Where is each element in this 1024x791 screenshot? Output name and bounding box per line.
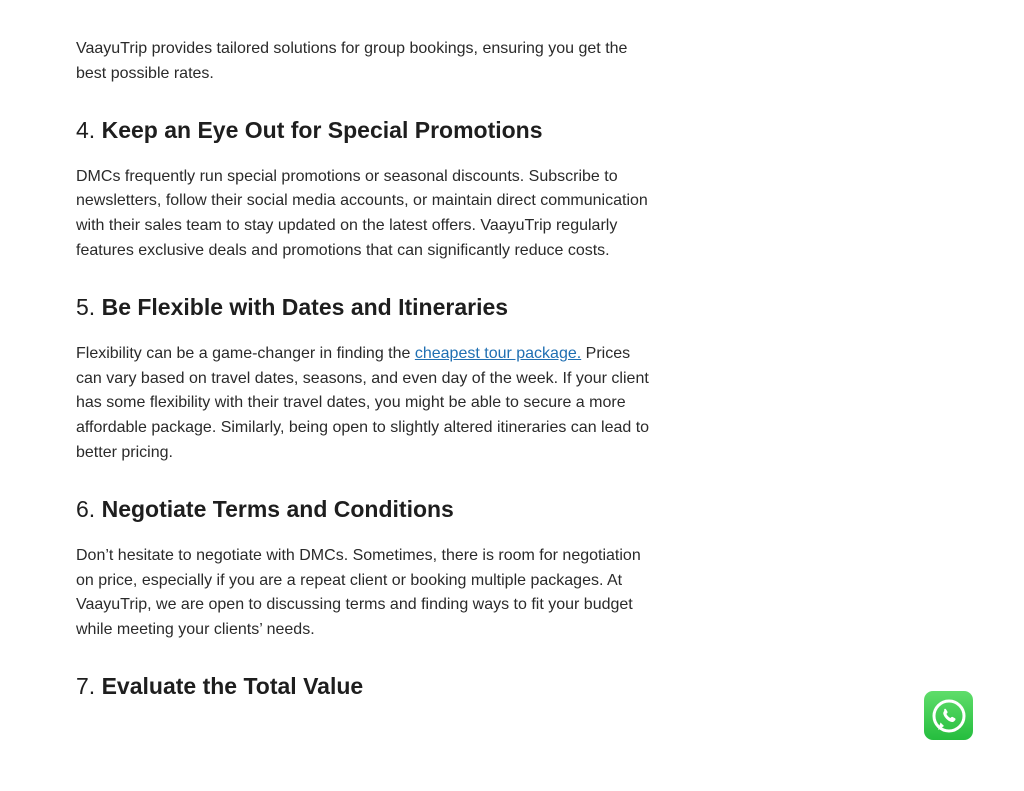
section-title: Keep an Eye Out for Special Promotions — [101, 116, 543, 143]
whatsapp-chat-button[interactable] — [924, 691, 973, 740]
intro-paragraph: VaayuTrip provides tailored solutions for group bookings, ensuring you get the best possible rates. — [76, 40, 628, 82]
section-heading-6 — [76, 494, 651, 524]
section-body-5 — [76, 342, 651, 466]
section-body-6: Don’t hesitate to negotiate with DMCs. Sometimes, there is room for negotiation on price, especially if you are a repeat client or booking multiple packages. At VaayuTrip, we are open to discussing terms and finding ways to fit your budget while meeting your clients’ needs. — [76, 546, 641, 639]
cheapest-tour-package-link[interactable]: cheapest tour package. — [414, 344, 582, 362]
section-heading-5 — [76, 292, 651, 322]
section-number: 6. — [76, 495, 96, 522]
section-number: 4. — [76, 116, 96, 143]
section-number: 7. — [76, 672, 96, 699]
section-title: Be Flexible with Dates and Itineraries — [101, 293, 509, 320]
whatsapp-icon — [930, 697, 968, 735]
section-heading-4 — [76, 115, 651, 145]
section-body-4: DMCs frequently run special promotions or seasonal discounts. Subscribe to newsletters, follow their social media accounts, or maintain direct communication with their sales team to stay updated on the latest offers. VaayuTrip regularly features exclusive deals and promotions that can significantly reduce costs. — [76, 167, 648, 259]
section-title: Negotiate Terms and Conditions — [101, 495, 454, 522]
section-number: 5. — [76, 293, 96, 320]
section-heading-7 — [76, 671, 651, 701]
section-title: Evaluate the Total Value — [101, 672, 364, 699]
body-text: Flexibility can be a game-changer in finding the — [76, 344, 415, 362]
article-content — [76, 37, 651, 701]
body-text: Prices can vary based on travel dates, seasons, and even day of the week. If your client has some flexibility with their travel dates, you might be able to secure a more affordable package. Similarly, being open to slightly altered itineraries can lead to better pricing. — [76, 344, 650, 461]
